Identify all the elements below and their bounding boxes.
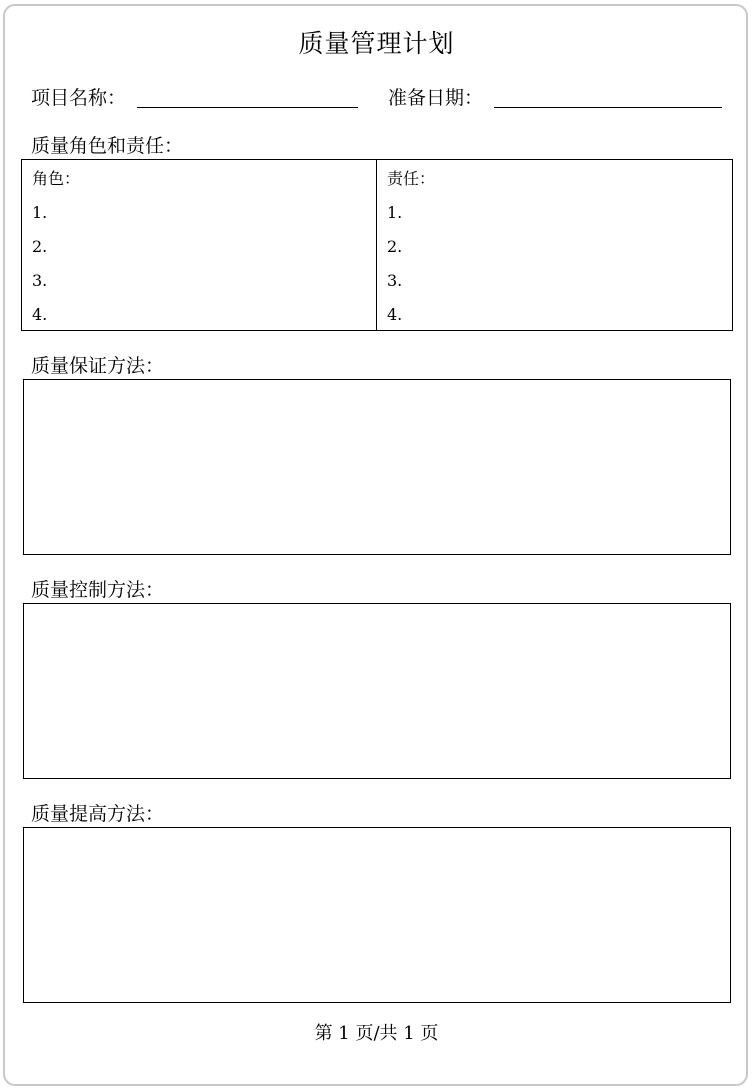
responsibility-item: 4.: [387, 305, 403, 324]
responsibility-item: 1.: [387, 203, 403, 222]
roles-column[interactable]: [22, 160, 377, 330]
responsibility-item: 2.: [387, 237, 403, 256]
assurance-textarea[interactable]: [23, 379, 731, 555]
responsibilities-column[interactable]: [377, 160, 732, 330]
role-item: 4.: [32, 305, 48, 324]
improvement-section-label: 质量提高方法：: [31, 803, 165, 825]
roles-header: 角色：: [32, 169, 81, 188]
page-number: 第 1 页/共 1 页: [314, 1023, 439, 1044]
prep-date-label: 准备日期：: [388, 87, 484, 109]
assurance-section-label: 质量保证方法：: [31, 355, 165, 377]
improvement-textarea[interactable]: [23, 827, 731, 1003]
prep-date-field[interactable]: [494, 107, 722, 108]
responsibility-item: 3.: [387, 271, 403, 290]
project-name-field[interactable]: [137, 107, 358, 108]
control-textarea[interactable]: [23, 603, 731, 779]
control-section-label: 质量控制方法：: [31, 579, 165, 601]
role-item: 2.: [32, 237, 48, 256]
page-title: 质量管理计划: [298, 29, 455, 58]
roles-table: [21, 159, 733, 331]
roles-section-label: 质量角色和责任：: [31, 135, 184, 157]
responsibilities-header: 责任：: [387, 169, 436, 188]
role-item: 1.: [32, 203, 48, 222]
project-name-label: 项目名称：: [31, 87, 127, 109]
role-item: 3.: [32, 271, 48, 290]
